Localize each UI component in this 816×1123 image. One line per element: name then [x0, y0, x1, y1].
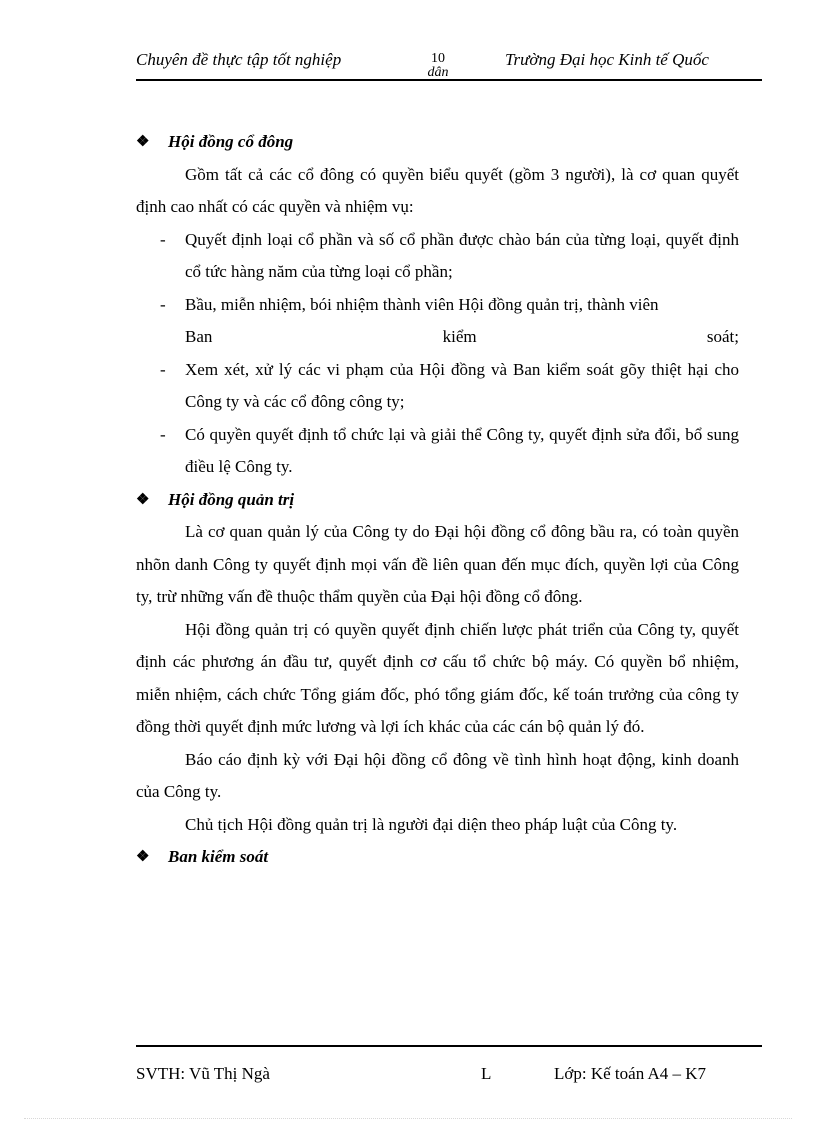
header-university: Trường Đại học Kinh tế Quốc: [505, 50, 709, 69]
footer-mid: L: [481, 1064, 492, 1083]
header-rule: [136, 79, 762, 81]
document-body: [136, 126, 739, 874]
section-heading-shareholders: [136, 126, 739, 159]
header-title: Chuyên đề thực tập tốt nghiệp: [136, 50, 342, 69]
page-number-value: 10: [431, 51, 445, 66]
page-edge-dotted-line: [24, 1118, 792, 1119]
section-heading-supervisory: [136, 841, 739, 874]
footer-rule: [136, 1045, 762, 1047]
paragraph: Chủ tịch Hội đồng quản trị là người đại diện theo pháp luật của Công ty.: [185, 814, 678, 834]
diamond-bullet-icon: ❖: [136, 134, 150, 150]
list-item: - Quyết định loại cổ phần và số cổ phần được chào bán của từng loại, quyết định cổ tức hàng năm của từng loại cổ phần;: [136, 224, 739, 289]
section-title: Hội đồng cổ đông: [168, 132, 294, 151]
diamond-bullet-icon: ❖: [136, 491, 150, 508]
list-item-continuation: Ban kiểm soát;: [185, 327, 739, 346]
list-item: - Xem xét, xử lý các vi phạm của Hội đồng và Ban kiểm soát gõy thiệt hại cho Công ty và các cổ đông công ty;: [136, 354, 739, 419]
section-title: Hội đồng quản trị: [168, 489, 295, 509]
footer-student: SVTH: Vũ Thị Ngà: [136, 1064, 270, 1083]
section-heading-board: [136, 484, 739, 517]
page-number-suffix: dân: [427, 65, 449, 80]
diamond-bullet-icon: ❖: [136, 849, 150, 865]
footer-class: Lớp: Kế toán A4 – K7: [554, 1064, 707, 1083]
list-item-line: Bầu, miễn nhiệm, bói nhiệm thành viên Hội đồng quản trị, thành viên: [185, 294, 659, 314]
paragraph: Gồm tất cả các cổ đông có quyền biểu quyết (gồm 3 người), là cơ quan quyết định cao nhất có các quyền và nhiệm vụ:: [136, 164, 739, 216]
paragraph: Là cơ quan quản lý của Công ty do Đại hội đồng cổ đông bầu ra, có toàn quyền nhõn danh Công ty quyết định mọi vấn đề liên quan đến mục đích, quyền lợi của Công ty, trừ những vấn đề thuộc thẩm quyền của Đại hội đồng cổ đông.: [136, 522, 739, 606]
list-item: [136, 289, 739, 354]
duties-list: [136, 224, 739, 484]
paragraph: Báo cáo định kỳ với Đại hội đồng cổ đông về tình hình hoạt động, kinh doanh của Công ty.: [136, 749, 739, 801]
list-item: - Có quyền quyết định tổ chức lại và giải thể Công ty, quyết định sửa đổi, bổ sung điều lệ Công ty.: [136, 419, 739, 484]
section-title: Ban kiểm soát: [168, 847, 269, 866]
paragraph: Hội đồng quản trị có quyền quyết định chiến lược phát triển của Công ty, quyết định các phương án đầu tư, quyết định cơ cấu tổ chức bộ máy. Có quyền bổ nhiệm, miễn nhiệm, cách chức Tổng giám đốc, phó tổng giám đốc, kế toán trưởng của công ty đồng thời quyết định mức lương và lợi ích khác của các cán bộ quản lý đó.: [136, 619, 739, 736]
page-number: [424, 52, 452, 80]
